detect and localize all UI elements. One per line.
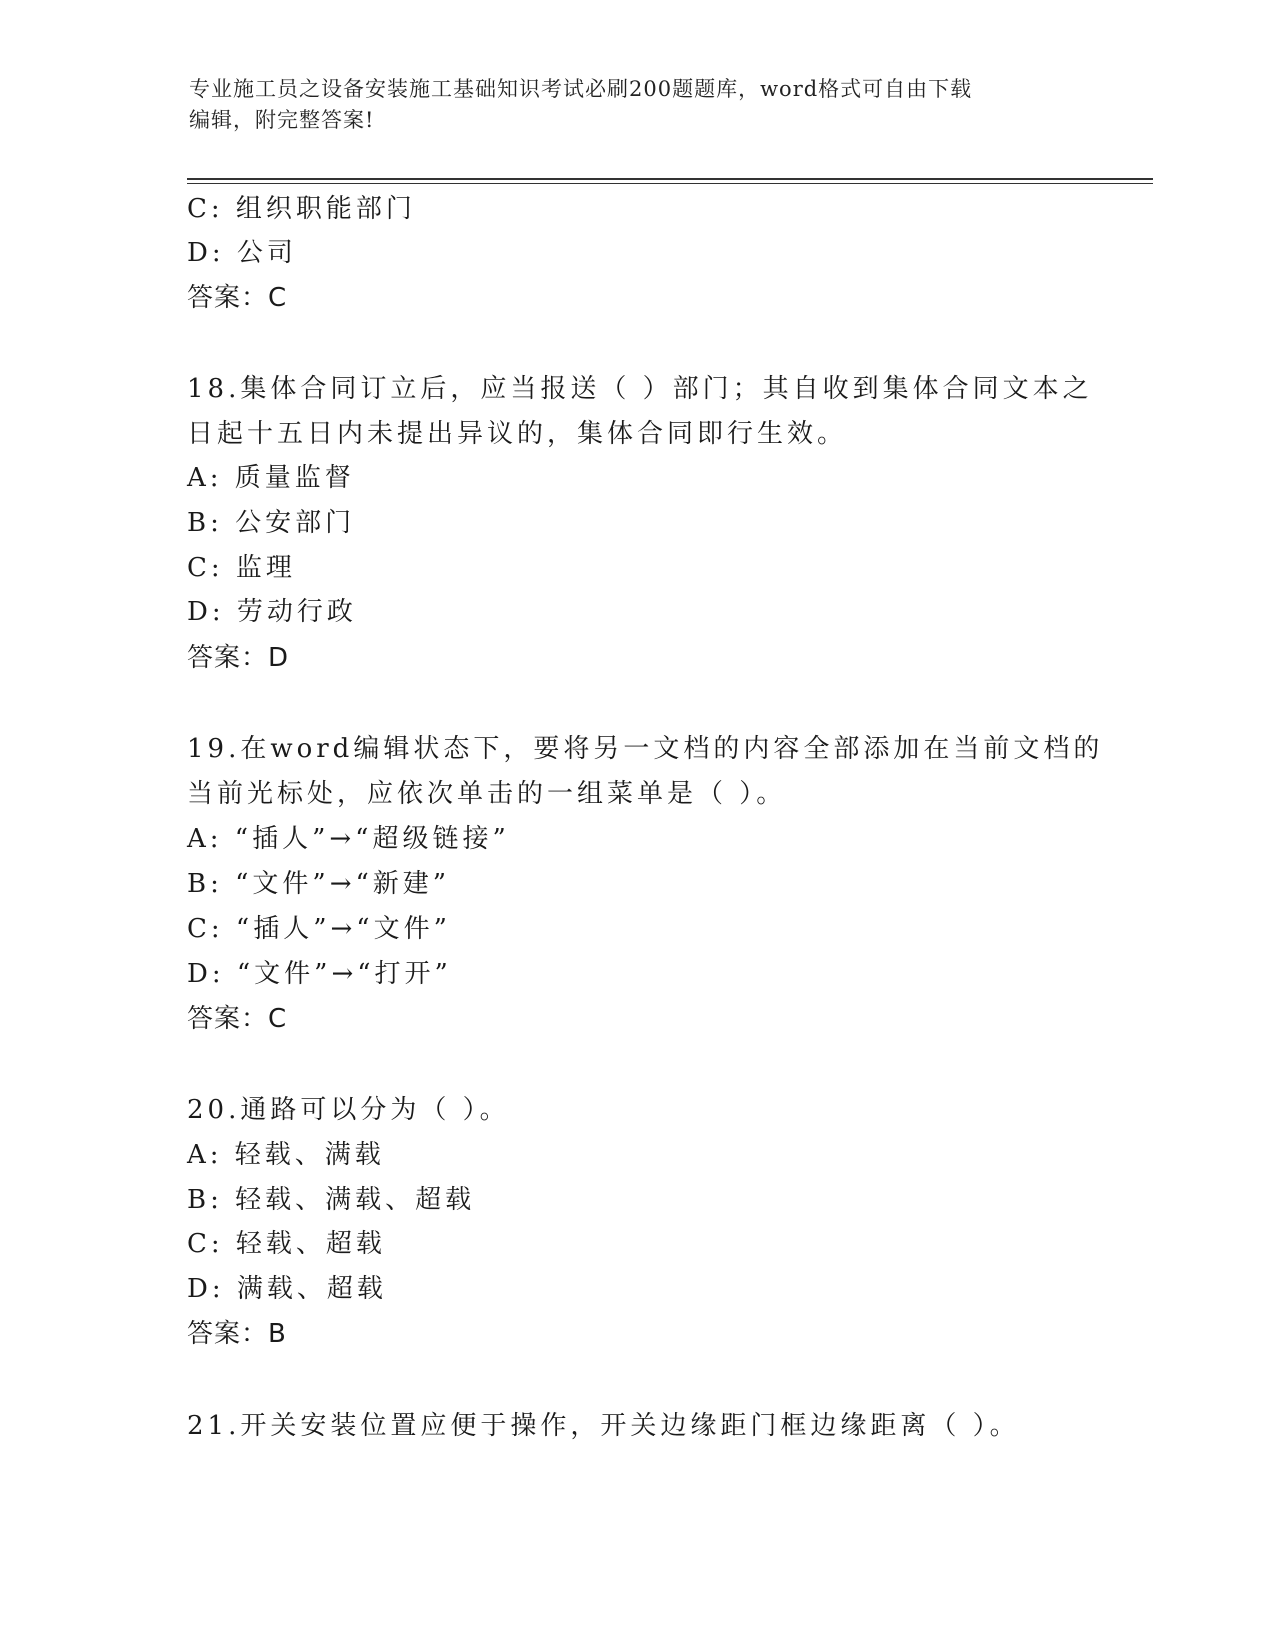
header-rule-thick (187, 178, 1153, 180)
prev-option-c: C: 组织职能部门 (187, 194, 416, 224)
q20-option-b: B: 轻载、满载、超载 (187, 1185, 476, 1215)
q18-stem-line-2: 日起十五日内未提出异议的，集体合同即行生效。 (187, 419, 848, 449)
q19-option-c: C: “插人”→“文件” (187, 914, 451, 944)
q20-option-a: A: 轻载、满载 (187, 1140, 385, 1170)
q18-option-c: C: 监理 (187, 553, 296, 583)
document-header (189, 74, 1069, 136)
q20-option-c: C: 轻载、超载 (187, 1229, 386, 1259)
header-rule-thin (187, 183, 1153, 184)
q21-stem-line-1: 21.开关安装位置应便于操作，开关边缘距门框边缘距离（ ）。 (187, 1411, 1020, 1441)
q18-option-a: A: 质量监督 (187, 463, 355, 493)
prev-answer: 答案：C (187, 283, 288, 313)
q19-stem-line-2: 当前光标处，应依次单击的一组菜单是（ ）。 (187, 779, 787, 809)
q19-answer: 答案：C (187, 1004, 288, 1034)
q20-answer: 答案：B (187, 1319, 287, 1349)
q18-stem-line-1: 18.集体合同订立后，应当报送（ ）部门；其自收到集体合同文本之 (187, 374, 1093, 404)
q20-stem-line-1: 20.通路可以分为（ ）。 (187, 1095, 510, 1125)
q18-option-b: B: 公安部门 (187, 508, 356, 538)
q18-answer: 答案：D (187, 643, 290, 673)
prev-option-d: D: 公司 (187, 238, 297, 268)
q18-option-d: D: 劳动行政 (187, 597, 357, 627)
header-title-line-2: 编辑，附完整答案! (189, 108, 375, 132)
q19-option-b: B: “文件”→“新建” (187, 869, 451, 899)
q19-option-a: A: “插人”→“超级链接” (187, 824, 510, 854)
q20-option-d: D: 满载、超载 (187, 1274, 387, 1304)
q19-stem-line-1: 19.在word编辑状态下，要将另一文档的内容全部添加在当前文档的 (187, 734, 1104, 764)
header-title-line-1: 专业施工员之设备安装施工基础知识考试必刷200题题库，word格式可自由下载 (189, 77, 973, 101)
q19-option-d: D: “文件”→“打开” (187, 959, 452, 989)
